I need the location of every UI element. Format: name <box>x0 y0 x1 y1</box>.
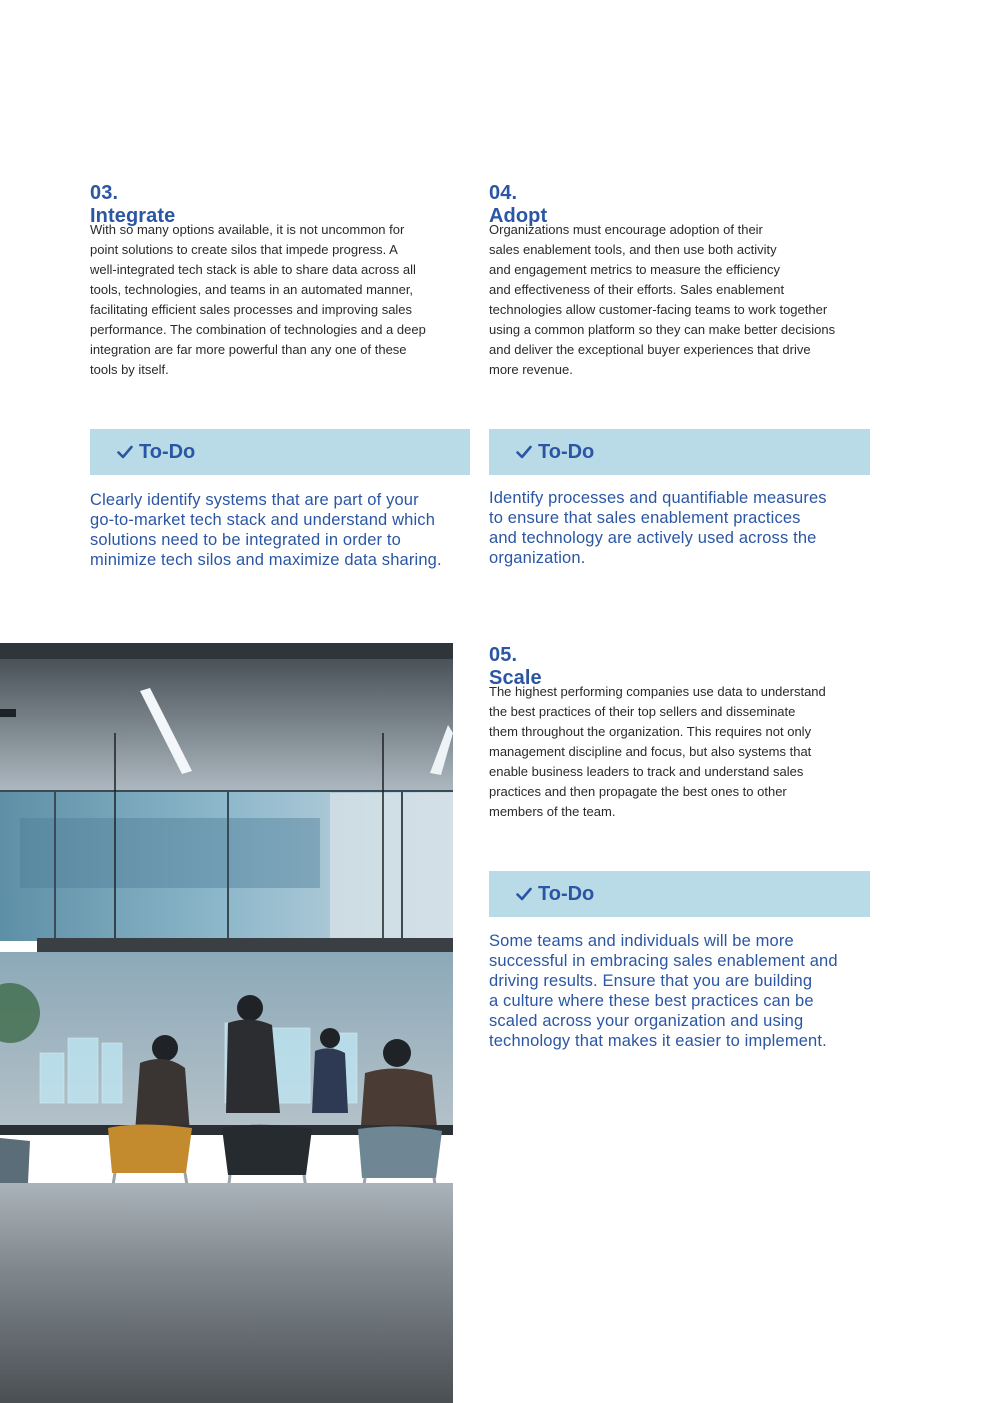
scale-todo-bar <box>489 871 870 917</box>
adopt-todo-label: To-Do <box>538 440 595 463</box>
check-icon <box>117 445 133 459</box>
adopt-todo-bar <box>489 429 870 475</box>
scale-todo-label: To-Do <box>538 882 595 905</box>
adopt-todo-text: Identify processes and quantifiable measures to ensure that sales enablement practices and technology are actively used across the organization. <box>489 489 827 567</box>
integrate-heading: 03. Integrate <box>90 182 176 227</box>
integrate-todo-bar <box>90 429 470 475</box>
check-icon <box>516 445 532 459</box>
integrate-todo-label: To-Do <box>139 440 196 463</box>
scale-heading: 05. Scale <box>489 644 542 689</box>
integrate-body: With so many options available, it is not uncommon for point solutions to create silos that impede progress. A well-integrated tech stack is able to share data across all tools, technologies, and teams in an automated manner, facilitating efficient sales processes and improving sales performance. The combination of technologies and a deep integration are far more powerful than any one of these tools by itself. <box>90 222 426 377</box>
scale-body: The highest performing companies use data to understand the best practices of their top sellers and disseminate them throughout the organization. This requires not only management discipline and focus, but also systems that enable business leaders to track and understand sales practices and then propagate the best ones to other members of the team. <box>489 684 826 819</box>
office-meeting-photo <box>0 643 453 1403</box>
scale-todo-text: Some teams and individuals will be more successful in embracing sales enablement and driving results. Ensure that you are building a culture where these best practices can be scaled across your organization and using technology that makes it easier to implement. <box>489 932 838 1050</box>
adopt-body: Organizations must encourage adoption of their sales enablement tools, and then use both activity and engagement metrics to measure the efficiency and effectiveness of their efforts. Sales enablement technologies allow customer-facing teams to work together using a common platform so they can make better decisions and deliver the exceptional buyer experiences that drive more revenue. <box>489 222 836 377</box>
check-icon <box>516 887 532 901</box>
adopt-heading: 04. Adopt <box>489 182 548 227</box>
office-meeting-illustration <box>0 643 453 1403</box>
integrate-todo-text: Clearly identify systems that are part of your go-to-market tech stack and understand which solutions need to be integrated in order to minimize tech silos and maximize data sharing. <box>90 491 442 569</box>
